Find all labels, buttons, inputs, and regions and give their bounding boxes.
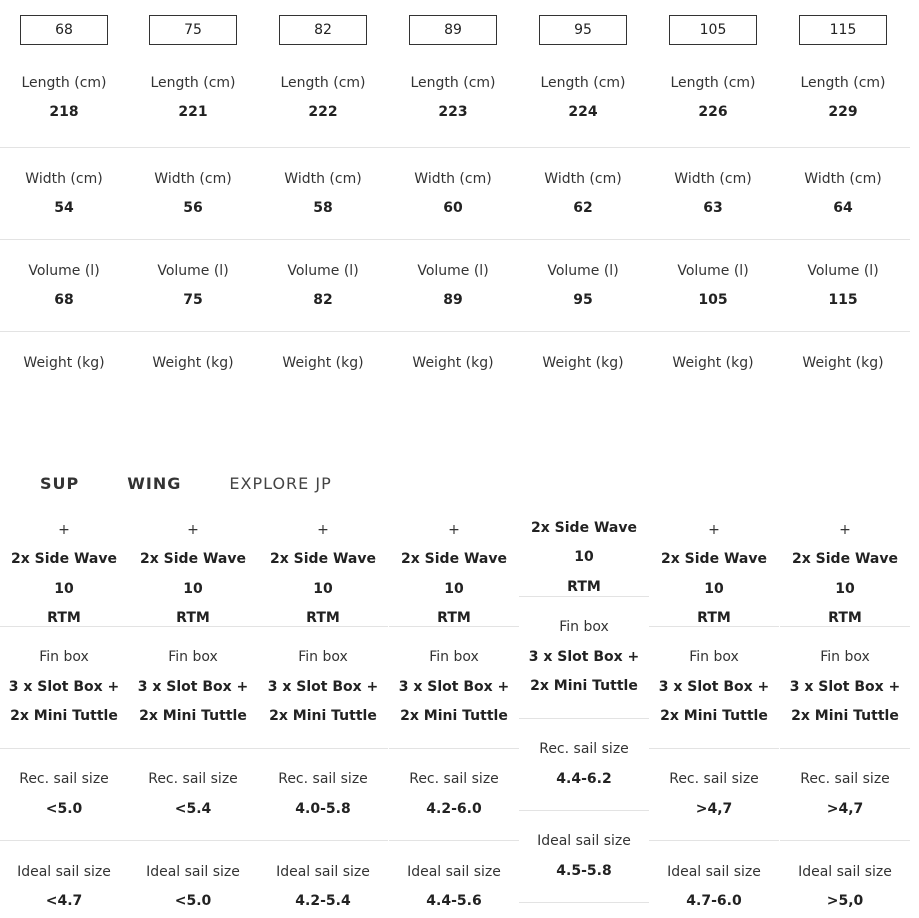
spec-label: Length (cm) xyxy=(670,74,756,91)
spec-label: Length (cm) xyxy=(21,74,107,91)
spec-value: 62 xyxy=(573,199,593,216)
spec-label: Width (cm) xyxy=(414,170,492,187)
fins-block xyxy=(519,520,649,597)
rec-sail-label: Rec. sail size xyxy=(148,771,238,787)
spec-label: Weight (kg) xyxy=(802,355,884,371)
spec-value: 218 xyxy=(49,103,79,120)
fins-value: RTM xyxy=(828,610,862,626)
fins-value: RTM xyxy=(567,578,601,595)
ideal-sail-label: Ideal sail size xyxy=(146,863,240,880)
rec-sail-value: 4.4-6.2 xyxy=(556,770,612,787)
rec-sail-block xyxy=(128,749,258,841)
spec-label: Width (cm) xyxy=(25,170,103,187)
ideal-sail-label: Ideal sail size xyxy=(276,863,370,880)
spec-column xyxy=(0,520,128,918)
spec-table-top xyxy=(0,0,910,396)
spec-column xyxy=(389,520,519,918)
spec-label: Weight (kg) xyxy=(672,355,754,371)
spec-row-weight xyxy=(0,332,910,396)
finbox-block xyxy=(258,627,388,749)
fins-block xyxy=(258,520,388,627)
spec-label: Width (cm) xyxy=(284,170,362,187)
spec-column-shifted xyxy=(519,520,649,903)
finbox-label: Fin box xyxy=(689,649,739,666)
finbox-block xyxy=(519,597,649,719)
fins-value: 2x Side Wave 10 xyxy=(140,551,246,597)
rec-sail-block xyxy=(389,749,519,841)
size-button-115[interactable]: 115 xyxy=(799,15,887,45)
size-button-105[interactable]: 105 xyxy=(669,15,757,45)
spec-label: Length (cm) xyxy=(280,74,366,91)
fins-block xyxy=(128,520,258,627)
fins-value: 2x Side Wave 10 xyxy=(792,551,898,597)
rec-sail-label: Rec. sail size xyxy=(409,771,499,787)
spec-label: Volume (l) xyxy=(417,262,489,279)
ideal-sail-block xyxy=(0,841,128,918)
rec-sail-value: >4,7 xyxy=(695,800,733,817)
finbox-value: 2x Mini Tuttle xyxy=(530,678,638,695)
finbox-value: 2x Mini Tuttle xyxy=(660,708,768,725)
finbox-block xyxy=(128,627,258,749)
rec-sail-value: <5.4 xyxy=(174,800,212,817)
tab-wing[interactable]: WING xyxy=(127,474,182,493)
spec-label: Volume (l) xyxy=(28,262,100,279)
rec-sail-label: Rec. sail size xyxy=(669,771,759,787)
fins-value: RTM xyxy=(47,610,81,626)
ideal-sail-label: Ideal sail size xyxy=(17,863,111,880)
ideal-sail-label: Ideal sail size xyxy=(798,863,892,880)
finbox-value: 3 x Slot Box + xyxy=(137,678,249,695)
spec-label: Weight (kg) xyxy=(23,355,105,371)
spec-value: 60 xyxy=(443,199,463,216)
finbox-value: 2x Mini Tuttle xyxy=(400,708,508,725)
ideal-sail-label: Ideal sail size xyxy=(667,863,761,880)
rec-sail-block xyxy=(649,749,779,841)
spec-column xyxy=(780,520,910,918)
spec-value: 226 xyxy=(698,103,728,120)
size-button-89[interactable]: 89 xyxy=(409,15,497,45)
rec-sail-label: Rec. sail size xyxy=(539,741,629,757)
spec-value: 68 xyxy=(54,291,74,308)
finbox-value: 2x Mini Tuttle xyxy=(791,708,899,725)
finbox-block xyxy=(389,627,519,749)
tab-sup[interactable]: SUP xyxy=(40,474,80,493)
spec-column xyxy=(128,520,258,918)
fins-value: RTM xyxy=(306,610,340,626)
spec-row-length xyxy=(0,48,910,148)
ideal-sail-label: Ideal sail size xyxy=(537,833,631,849)
ideal-sail-value: >5,0 xyxy=(826,893,864,909)
spec-column xyxy=(258,520,388,918)
spec-value: 54 xyxy=(54,199,74,216)
spec-label: Volume (l) xyxy=(547,262,619,279)
category-tabs xyxy=(40,474,332,493)
finbox-label: Fin box xyxy=(559,619,609,636)
spec-value: 223 xyxy=(438,103,468,120)
spec-value: 64 xyxy=(833,199,853,216)
finbox-value: 2x Mini Tuttle xyxy=(10,708,118,725)
finbox-value: 3 x Slot Box + xyxy=(789,678,901,695)
spec-row-volume xyxy=(0,240,910,332)
ideal-sail-block xyxy=(519,811,649,903)
ideal-sail-label: Ideal sail size xyxy=(407,863,501,880)
spec-label: Weight (kg) xyxy=(152,355,234,371)
rec-sail-block xyxy=(519,719,649,811)
spec-value: 222 xyxy=(308,103,338,120)
finbox-value: 3 x Slot Box + xyxy=(658,678,770,695)
ideal-sail-value: 4.7-6.0 xyxy=(686,893,742,909)
size-selector-row xyxy=(0,0,910,48)
fins-block xyxy=(780,520,910,627)
plus-sign: + xyxy=(839,521,851,538)
spec-label: Weight (kg) xyxy=(412,355,494,371)
fins-value: 2x Side Wave 10 xyxy=(270,551,376,597)
spec-label: Width (cm) xyxy=(544,170,622,187)
spec-label: Length (cm) xyxy=(150,74,236,91)
spec-value: 63 xyxy=(703,199,723,216)
fins-value: RTM xyxy=(176,610,210,626)
rec-sail-block xyxy=(0,749,128,841)
finbox-value: 3 x Slot Box + xyxy=(8,678,120,695)
finbox-value: 3 x Slot Box + xyxy=(267,678,379,695)
finbox-value: 3 x Slot Box + xyxy=(398,678,510,695)
plus-sign: + xyxy=(708,521,720,538)
spec-label: Volume (l) xyxy=(677,262,749,279)
spec-label: Length (cm) xyxy=(800,74,886,91)
spec-value: 82 xyxy=(313,291,333,308)
rec-sail-value: >4,7 xyxy=(826,800,864,817)
fins-value: RTM xyxy=(697,610,731,626)
ideal-sail-block xyxy=(780,841,910,918)
finbox-value: 2x Mini Tuttle xyxy=(269,708,377,725)
size-button-82[interactable]: 82 xyxy=(279,15,367,45)
ideal-sail-value: <4.7 xyxy=(45,893,83,909)
spec-label: Volume (l) xyxy=(157,262,229,279)
rec-sail-block xyxy=(780,749,910,841)
finbox-label: Fin box xyxy=(168,649,218,666)
rec-sail-block xyxy=(258,749,388,841)
spec-value: 89 xyxy=(443,291,463,308)
spec-label: Width (cm) xyxy=(804,170,882,187)
spec-value: 95 xyxy=(573,291,593,308)
finbox-label: Fin box xyxy=(820,649,870,666)
spec-value: 115 xyxy=(828,291,858,308)
rec-sail-label: Rec. sail size xyxy=(800,771,890,787)
fins-block xyxy=(389,520,519,627)
spec-value: 221 xyxy=(178,103,208,120)
finbox-label: Fin box xyxy=(298,649,348,666)
rec-sail-value: 4.2-6.0 xyxy=(426,800,482,817)
spec-value: 105 xyxy=(698,291,728,308)
size-button-75[interactable]: 75 xyxy=(149,15,237,45)
plus-sign: + xyxy=(58,521,70,538)
spec-label: Width (cm) xyxy=(154,170,232,187)
ideal-sail-value: <5.0 xyxy=(174,893,212,909)
rec-sail-label: Rec. sail size xyxy=(278,771,368,787)
fins-value: 2x Side Wave 10 xyxy=(531,520,637,566)
size-button-95[interactable]: 95 xyxy=(539,15,627,45)
fins-value: 2x Side Wave 10 xyxy=(661,551,767,597)
spec-label: Width (cm) xyxy=(674,170,752,187)
finbox-block xyxy=(0,627,128,749)
rec-sail-value: <5.0 xyxy=(45,800,83,817)
spec-value: 229 xyxy=(828,103,858,120)
ideal-sail-value: 4.4-5.6 xyxy=(426,893,482,909)
finbox-block xyxy=(780,627,910,749)
fins-value: RTM xyxy=(437,610,471,626)
rec-sail-value: 4.0-5.8 xyxy=(295,800,351,817)
spec-row-width xyxy=(0,148,910,240)
ideal-sail-value: 4.2-5.4 xyxy=(295,893,351,909)
finbox-block xyxy=(649,627,779,749)
spec-table-bottom xyxy=(0,520,910,918)
ideal-sail-block xyxy=(389,841,519,918)
ideal-sail-block xyxy=(649,841,779,918)
size-button-68[interactable]: 68 xyxy=(20,15,108,45)
ideal-sail-block xyxy=(258,841,388,918)
spec-value: 224 xyxy=(568,103,598,120)
spec-column xyxy=(649,520,779,918)
finbox-label: Fin box xyxy=(39,649,89,666)
spec-label: Length (cm) xyxy=(410,74,496,91)
plus-sign: + xyxy=(187,521,199,538)
spec-label: Volume (l) xyxy=(807,262,879,279)
spec-label: Weight (kg) xyxy=(282,355,364,371)
spec-label: Weight (kg) xyxy=(542,355,624,371)
fins-block xyxy=(0,520,128,627)
finbox-value: 2x Mini Tuttle xyxy=(139,708,247,725)
plus-sign: + xyxy=(448,521,460,538)
rec-sail-label: Rec. sail size xyxy=(19,771,109,787)
ideal-sail-block xyxy=(128,841,258,918)
fins-value: 2x Side Wave 10 xyxy=(401,551,507,597)
finbox-label: Fin box xyxy=(429,649,479,666)
spec-label: Volume (l) xyxy=(287,262,359,279)
fins-value: 2x Side Wave 10 xyxy=(11,551,117,597)
plus-sign: + xyxy=(317,521,329,538)
spec-label: Length (cm) xyxy=(540,74,626,91)
spec-value: 58 xyxy=(313,199,333,216)
finbox-value: 3 x Slot Box + xyxy=(528,648,640,665)
spec-value: 75 xyxy=(183,291,203,308)
spec-value: 56 xyxy=(183,199,203,216)
fins-block xyxy=(649,520,779,627)
ideal-sail-value: 4.5-5.8 xyxy=(556,862,612,879)
tab-explore-jp[interactable]: EXPLORE JP xyxy=(229,474,332,493)
